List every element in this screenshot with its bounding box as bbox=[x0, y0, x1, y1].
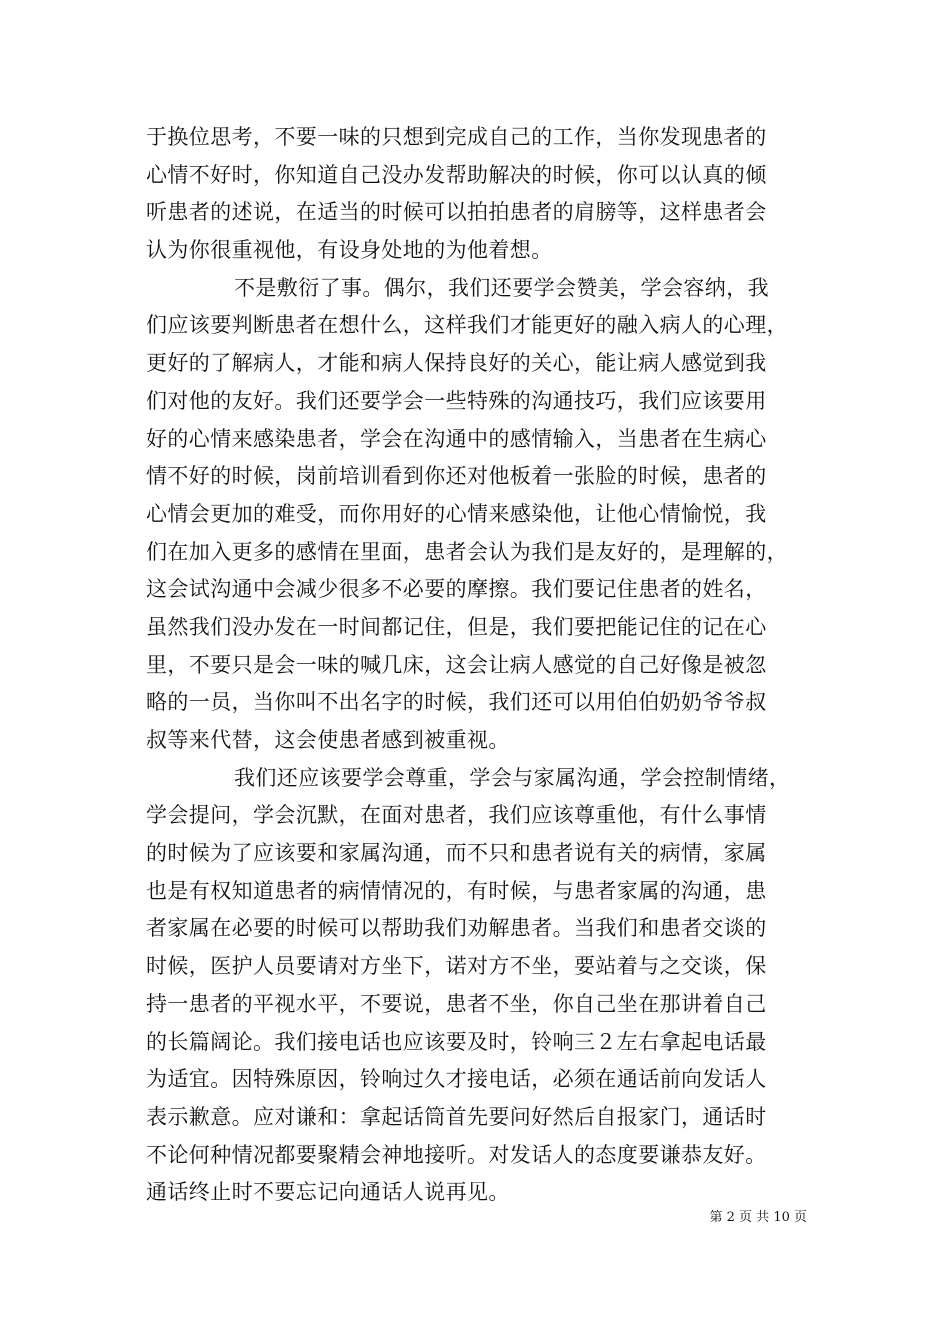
text-line: 持一患者的平视水平，不要说，患者不坐，你自己坐在那讲着自己 bbox=[146, 991, 767, 1016]
paragraph bbox=[146, 270, 814, 760]
document-body bbox=[146, 119, 814, 1212]
text-line: 们对他的友好。我们还要学会一些特殊的沟通技巧，我们应该要用 bbox=[146, 388, 767, 413]
paragraph bbox=[146, 760, 814, 1212]
text-line: 情不好的时候，岗前培训看到你还对他板着一张脸的时候，患者的 bbox=[146, 464, 767, 489]
text-line: 时候，医护人员要请对方坐下，诺对方不坐，要站着与之交谈，保 bbox=[146, 954, 767, 979]
text-line: 学会提问，学会沉默，在面对患者，我们应该尊重他，有什么事情 bbox=[146, 803, 767, 828]
text-line: 心情会更加的难受，而你用好的心情来感染他，让他心情愉悦，我 bbox=[146, 501, 767, 526]
text-line: 叔等来代替，这会使患者感到被重视。 bbox=[146, 728, 510, 752]
text-line: 里，不要只是会一味的喊几床，这会让病人感觉的自己好像是被忽 bbox=[146, 652, 767, 677]
text-line: 更好的了解病人，才能和病人保持良好的关心，能让病人感觉到我 bbox=[146, 351, 767, 376]
text-line: 这会试沟通中会减少很多不必要的摩擦。我们要记住患者的姓名， bbox=[146, 577, 767, 602]
text-line: 为适宜。因特殊原因，铃响过久才接电话，必须在通话前向发话人 bbox=[146, 1067, 767, 1092]
text-line: 不论何种情况都要聚精会神地接听。对发话人的态度要谦恭友好。 bbox=[146, 1142, 767, 1167]
text-line: 不是敷衍了事。偶尔，我们还要学会赞美，学会容纳，我 bbox=[234, 275, 769, 300]
text-line: 认为你很重视他，有设身处地的为他着想。 bbox=[146, 238, 553, 263]
text-line: 我们还应该要学会尊重，学会与家属沟通，学会控制情绪， bbox=[234, 765, 791, 790]
text-line: 的长篇阔论。我们接电话也应该要及时，铃响三２左右拿起电话最 bbox=[146, 1029, 767, 1054]
text-line: 者家属在必要的时候可以帮助我们劝解患者。当我们和患者交谈的 bbox=[146, 916, 767, 941]
text-line: 于换位思考，不要一味的只想到完成自己的工作，当你发现患者的 bbox=[146, 125, 767, 149]
text-line: 们在加入更多的感情在里面，患者会认为我们是友好的，是理解的， bbox=[146, 539, 788, 564]
text-line: 通话终止时不要忘记向通话人说再见。 bbox=[146, 1180, 510, 1205]
text-line: 听患者的述说，在适当的时候可以拍拍患者的肩膀等，这样患者会 bbox=[146, 200, 767, 225]
paragraph bbox=[146, 119, 814, 270]
page-number-footer: 第 2 页 共 10 页 bbox=[709, 1210, 807, 1225]
text-line: 虽然我们没办发在一时间都记住，但是，我们要把能记住的记在心 bbox=[146, 614, 767, 639]
text-line: 心情不好时，你知道自己没办发帮助解决的时候，你可以认真的倾 bbox=[146, 162, 767, 187]
text-line: 也是有权知道患者的病情情况的，有时候，与患者家属的沟通，患 bbox=[146, 878, 767, 903]
text-line: 好的心情来感染患者，学会在沟通中的感情输入，当患者在生病心 bbox=[146, 426, 767, 451]
text-line: 的时候为了应该要和家属沟通，而不只和患者说有关的病情，家属 bbox=[146, 841, 767, 866]
text-line: 略的一员，当你叫不出名字的时候，我们还可以用伯伯奶奶爷爷叔 bbox=[146, 690, 767, 715]
text-line: 表示歉意。应对谦和：拿起话筒首先要问好然后自报家门，通话时 bbox=[146, 1104, 767, 1129]
text-line: 们应该要判断患者在想什么，这样我们才能更好的融入病人的心理， bbox=[146, 313, 788, 338]
